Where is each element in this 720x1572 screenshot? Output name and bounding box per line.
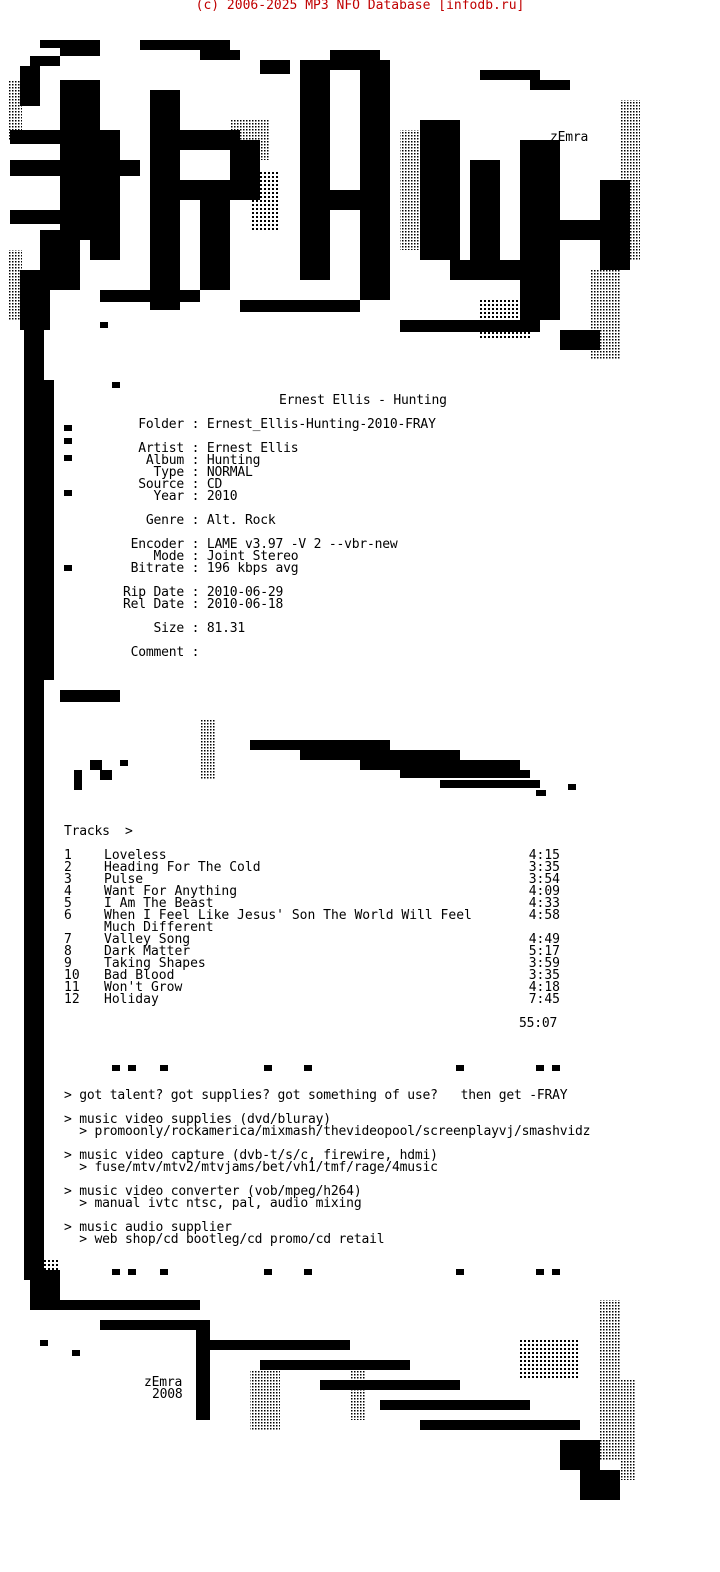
track-title: Pulse [104,872,144,887]
track-duration: 5:17 [528,944,560,959]
ad-line-5: > fuse/mtv/mtv2/mtvjams/bet/vh1/tmf/rage/4music [64,1160,438,1175]
info-comment: Comment : [130,645,207,660]
info-album: Album : Hunting [145,453,261,468]
track-duration: 4:33 [528,896,560,911]
track-title: Dark Matter [104,944,191,959]
info-genre: Genre : Alt. Rock [145,513,276,528]
track-duration: 3:54 [528,872,560,887]
track-duration: 4:09 [528,884,560,899]
track-duration: 4:18 [528,980,560,995]
track-number: 10 [64,968,80,983]
track-title: Holiday [104,992,159,1007]
track-number: 12 [64,992,80,1007]
total-time: 55:07 [519,1016,558,1031]
track-title: Much Different [104,920,214,935]
ad-line-3: > promoonly/rockamerica/mixmash/thevideopool/screenplayvj/smashvidz [64,1124,591,1139]
info-size: Size : 81.31 [153,621,246,636]
release-title: Ernest Ellis - Hunting [279,393,447,408]
footer-tag: zEmra [144,1375,183,1390]
track-title: Loveless [104,848,167,863]
track-number: 1 [64,848,72,863]
track-title: Taking Shapes [104,956,206,971]
track-number: 11 [64,980,80,995]
track-number: 4 [64,884,72,899]
track-number: 2 [64,860,72,875]
track-title: I Am The Beast [104,896,214,911]
track-title: Heading For The Cold [104,860,261,875]
ad-line-4: > music video capture (dvb-t/s/c, firewire, hdmi) [64,1148,438,1163]
ad-line-9: > web shop/cd bootleg/cd promo/cd retail [64,1232,385,1247]
info-type: Type : NORMAL [153,465,253,480]
track-number: 5 [64,896,72,911]
track-title: When I Feel Like Jesus' Son The World Will Feel [104,908,472,923]
ad-line-6: > music video converter (vob/mpeg/h264) [64,1184,362,1199]
track-duration: 4:58 [528,908,560,923]
track-number: 8 [64,944,72,959]
info-rel-date: Rel Date : 2010-06-18 [122,597,284,612]
track-title: Won't Grow [104,980,183,995]
track-duration: 4:49 [528,932,560,947]
track-duration: 3:35 [528,860,560,875]
logo-tag: zEmra [550,130,589,145]
track-title: Valley Song [104,932,191,947]
site-header: (c) 2006-2025 MP3 NFO Database [infodb.ru] [195,0,525,13]
ad-line-7: > manual ivtc ntsc, pal, audio mixing [64,1196,362,1211]
track-number: 9 [64,956,72,971]
track-title: Bad Blood [104,968,175,983]
tracks-heading: Tracks > [64,824,133,839]
track-number: 6 [64,908,72,923]
track-number: 7 [64,932,72,947]
info-year: Year : 2010 [153,489,238,504]
info-source: Source : CD [138,477,223,492]
ad-line-1: > got talent? got supplies? got something of use? then get -FRAY [64,1088,568,1103]
track-number: 3 [64,872,72,887]
track-title: Want For Anything [104,884,238,899]
info-rip-date: Rip Date : 2010-06-29 [122,585,284,600]
ad-line-8: > music audio supplier [64,1220,232,1235]
info-bitrate: Bitrate : 196 kbps avg [130,561,299,576]
track-duration: 4:15 [528,848,560,863]
track-duration: 3:35 [528,968,560,983]
info-mode: Mode : Joint Stereo [153,549,299,564]
track-duration: 7:45 [528,992,560,1007]
track-duration: 3:59 [528,956,560,971]
info-encoder: Encoder : LAME v3.97 -V 2 --vbr-new [130,537,398,552]
footer-year: 2008 [152,1387,183,1402]
ad-line-2: > music video supplies (dvd/bluray) [64,1112,331,1127]
info-folder: Folder : Ernest_Ellis-Hunting-2010-FRAY [138,417,436,432]
info-artist: Artist : Ernest Ellis [138,441,299,456]
track-row [64,994,564,1006]
